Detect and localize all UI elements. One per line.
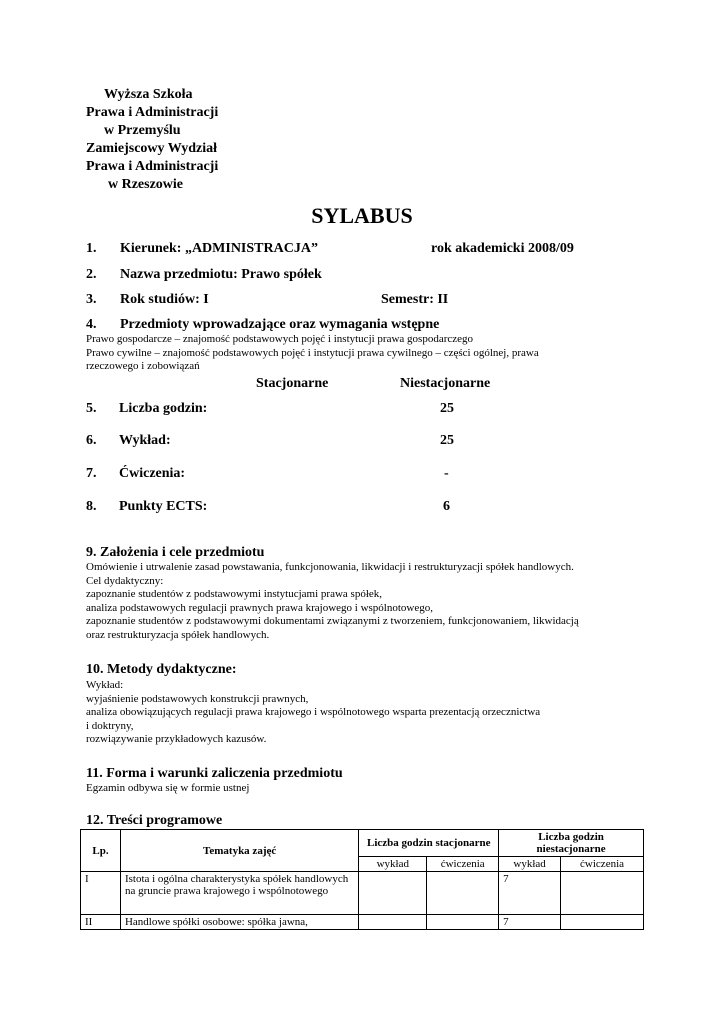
exercises-value: - [444,466,449,481]
text-line: i doktryny, [86,719,134,732]
page-title: SYLABUS [311,203,413,228]
text-line: zapoznanie studentów z podstawowymi instytucjami prawa spółek, [86,588,383,600]
header-lp: Lp. [81,830,121,872]
field-of-study: Kierunek: „ADMINISTRACJA” [120,241,318,256]
hours-label: Liczba godzin: [119,401,208,416]
text-line: zapoznanie studentów z podstawowymi dokumentami związanymi z tworzeniem, funkcjonowaniem, likwidacją [86,615,579,627]
prerequisites-text [86,333,539,374]
methods-text [86,679,540,747]
text-line: Prawo gospodarcze – znajomość podstawowych pojęć i instytucji prawa gospodarczego [86,333,474,345]
school-line: Wyższa Szkoła [104,87,193,102]
year-of-study: Rok studiów: I [120,292,209,307]
cell-nonstat-exercise [561,915,644,930]
item-number: 3. [86,292,97,307]
ects-value: 6 [443,499,450,514]
text-line: Egzamin odbywa się w formie ustnej [86,782,250,794]
text-line: analiza podstawowych regulacji prawnych prawa krajowego i wspólnotowego, [86,601,433,614]
header-topic: Tematyka zajęć [120,830,358,872]
school-line: Zamiejscowy Wydział [86,141,218,156]
course-name: Nazwa przedmiotu: Prawo spółek [120,267,322,282]
assessment-text [86,782,249,796]
text-line: Cel dydaktyczny: [86,574,164,587]
subheader-lecture: wykład [359,857,427,872]
header-hours-stationary: Liczba godzin stacjonarne [359,830,499,857]
column-stationary: Stacjonarne [256,376,329,391]
lecture-label: Wykład: [119,433,171,448]
subheader-exercise: ćwiczenia [561,857,644,872]
item-number: 6. [86,433,97,448]
cell-nonstat-exercise [561,872,644,915]
subheader-lecture: wykład [499,857,561,872]
text-line: Prawo cywilne – znajomość podstawowych pojęć i instytucji prawa cywilnego – części ogólnej, prawa [86,346,539,359]
item-number: 4. [86,317,97,332]
text-line: Wykład: [86,679,124,691]
school-line: Prawa i Administracji [86,159,219,174]
table-row [81,915,644,930]
item-number: 1. [86,241,97,256]
header-hours-non-stationary: Liczba godzin niestacjonarne [499,830,644,857]
exercises-label: Ćwiczenia: [119,466,186,481]
cell-topic: Handlowe spółki osobowe: spółka jawna, [120,915,358,930]
cell-topic: Istota i ogólna charakterystyka spółek handlowych na gruncie prawa krajowego i wspólnotowego [120,872,358,915]
school-line: w Rzeszowie [108,177,184,192]
cell-lp: II [81,915,121,930]
item-number: 2. [86,267,97,282]
table-header-row [81,830,644,857]
lecture-value: 25 [440,433,454,448]
prerequisites-heading: Przedmioty wprowadzające oraz wymagania wstępne [120,317,440,332]
hours-value: 25 [440,401,454,416]
methods-heading: 10. Metody dydaktyczne: [86,662,237,677]
program-content-heading: 12. Treści programowe [86,813,223,828]
academic-year: rok akademicki 2008/09 [431,241,574,256]
text-line: wyjaśnienie podstawowych konstrukcji prawnych, [86,692,309,705]
subheader-exercise: ćwiczenia [427,857,499,872]
item-number: 8. [86,499,97,514]
school-line: Prawa i Administracji [86,105,219,120]
cell-nonstat-lecture: 7 [499,872,561,915]
ects-label: Punkty ECTS: [119,499,208,514]
item-number: 5. [86,401,97,416]
program-content-table [80,829,644,930]
cell-stat-lecture [359,915,427,930]
cell-nonstat-lecture: 7 [499,915,561,930]
cell-lp: I [81,872,121,915]
goals-heading: 9. Założenia i cele przedmiotu [86,545,265,560]
text-line: Omówienie i utrwalenie zasad powstawania, funkcjonowania, likwidacji i restrukturyzacji spółek handlowych. [86,561,574,573]
goals-text [86,561,579,642]
text-line: rozwiązywanie przykładowych kazusów. [86,733,267,745]
semester: Semestr: II [381,292,449,307]
text-line: rzeczowego i zobowiązań [86,360,200,372]
cell-stat-exercise [427,872,499,915]
cell-stat-lecture [359,872,427,915]
cell-stat-exercise [427,915,499,930]
assessment-heading: 11. Forma i warunki zaliczenia przedmiotu [86,766,343,781]
table-row [81,872,644,915]
text-line: oraz restrukturyzacja spółek handlowych. [86,628,270,641]
school-header [86,86,218,194]
item-number: 7. [86,466,97,481]
column-non-stationary: Niestacjonarne [400,376,491,391]
school-line: w Przemyślu [104,123,181,138]
text-line: analiza obowiązujących regulacji prawa krajowego i wspólnotowego wsparta prezentacją orzecznictwa [86,706,541,718]
